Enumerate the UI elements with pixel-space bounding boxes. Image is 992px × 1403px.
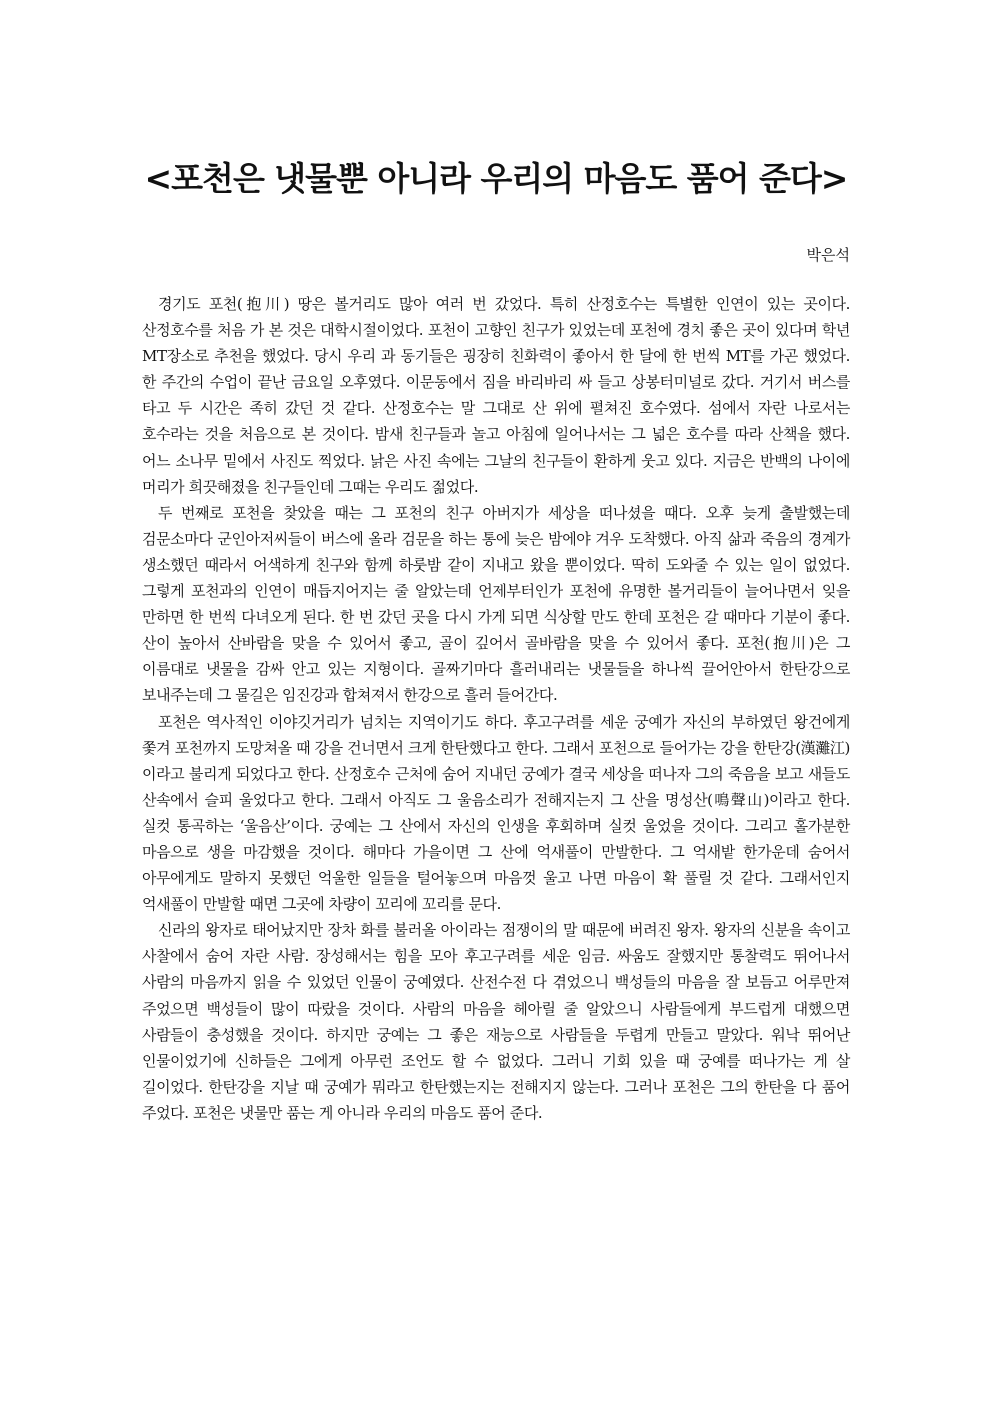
paragraph-4: 신라의 왕자로 태어났지만 장차 화를 불러올 아이라는 점쟁이의 말 때문에 버려진 왕자. 왕자의 신분을 속이고 사찰에서 숨어 자란 사람. 장성해서는 힘을 모아 후고구려를 세운 임금. 싸움도 잘했지만 통찰력도 뛰어나서 사람의 마음까지 읽을 수 있었던 인물이 궁예였다. 산전수전 다 겪었으니 백성들의 마음을 잘 보듬고 어루만져 주었으면 백성들이 많이 따랐을 것이다. 사람의 마음을 헤아릴 줄 알았으니 사람들에게 부드럽게 대했으면 사람들이 충성했을 것이다. 하지만 궁예는 그 좋은 재능으로 사람들을 두렵게 만들고 말았다. 워낙 뛰어난 인물이었기에 신하들은 그에게 아무런 조언도 할 수 없었다. 그러니 기회 있을 때 궁예를 떠나가는 게 살 길이었다. 한탄강을 지날 때 궁예가 뭐라고 한탄했는지는 전해지지 않는다. 그러나 포천은 그의 한탄을 다 품어 주었다. 포천은 냇물만 품는 게 아니라 우리의 마음도 품어 준다. [142,921,850,1122]
document-body [142,291,850,1126]
author-name: 박은석 [806,246,850,264]
paragraph-2: 두 번째로 포천을 찾았을 때는 그 포천의 친구 아버지가 세상을 떠나셨을 때다. 오후 늦게 출발했는데 검문소마다 군인아저씨들이 버스에 올라 검문을 하는 통에 늦은 밤에야 겨우 도착했다. 아직 삶과 죽음의 경계가 생소했던 때라서 어색하게 친구와 함께 하룻밤 같이 지내고 왔을 뿐이었다. 딱히 도와줄 수 있는 일이 없었다. 그렇게 포천과의 인연이 매듭지어지는 줄 알았는데 언제부터인가 포천에 유명한 볼거리들이 늘어나면서 잊을 만하면 한 번씩 다녀오게 된다. 한 번 갔던 곳을 다시 가게 되면 식상할 만도 한데 포천은 갈 때마다 기분이 좋다. 산이 높아서 산바람을 맞을 수 있어서 좋고, 골이 깊어서 골바람을 맞을 수 있어서 좋다. 포천(抱川)은 그 이름대로 냇물을 감싸 안고 있는 지형이다. 골짜기마다 흘러내리는 냇물들을 하나씩 끌어안아서 한탄강으로 보내주는데 그 물길은 임진강과 합쳐져서 한강으로 흘러 들어간다. [142,503,850,705]
document-title: <포천은 냇물뿐 아니라 우리의 마음도 품어 준다> [144,159,848,198]
paragraph-3: 포천은 역사적인 이야깃거리가 넘치는 지역이기도 하다. 후고구려를 세운 궁예가 자신의 부하였던 왕건에게 쫓겨 포천까지 도망쳐올 때 강을 건너면서 크게 한탄했다고 한다. 그래서 포천으로 들어가는 강을 한탄강(漢灘江)이라고 불리게 되었다고 한다. 산정호수 근처에 숨어 지내던 궁예가 결국 세상을 떠나자 그의 죽음을 보고 새들도 산속에서 슬피 울었다고 한다. 그래서 아직도 그 울음소리가 전해지는지 그 산을 명성산(鳴聲山)이라고 한다. 실컷 통곡하는 ‘울음산’이다. 궁예는 그 산에서 자신의 인생을 후회하며 실컷 울었을 것이다. 그리고 홀가분한 마음으로 생을 마감했을 것이다. 해마다 가을이면 그 산에 억새풀이 만발한다. 그 억새밭 한가운데 숨어서 아무에게도 말하지 못했던 억울한 일들을 털어놓으며 마음껏 울고 나면 마음이 확 풀릴 것 같다. 그래서인지 억새풀이 만발할 때면 그곳에 차량이 꼬리에 꼬리를 문다. [142,712,850,914]
paragraph-1: 경기도 포천(抱川) 땅은 볼거리도 많아 여러 번 갔었다. 특히 산정호수는 특별한 인연이 있는 곳이다. 산정호수를 처음 가 본 것은 대학시절이었다. 포천이 고향인 친구가 있었는데 포천에 경치 좋은 곳이 있다며 학년 MT장소로 추천을 했었다. 당시 우리 과 동기들은 굉장히 친화력이 좋아서 한 달에 한 번씩 MT를 가곤 했었다. 한 주간의 수업이 끝난 금요일 오후였다. 이문동에서 짐을 바리바리 싸 들고 상봉터미널로 갔다. 거기서 버스를 타고 두 시간은 족히 갔던 것 같다. 산정호수는 말 그대로 산 위에 펼쳐진 호수였다. 섬에서 자란 나로서는 호수라는 것을 처음으로 본 것이다. 밤새 친구들과 놀고 아침에 일어나서는 그 넓은 호수를 따라 산책을 했다. 어느 소나무 밑에서 사진도 찍었다. 낡은 사진 속에는 그날의 친구들이 환하게 웃고 있다. 지금은 반백의 나이에 머리가 희끗해졌을 친구들인데 그때는 우리도 젊었다. [142,295,850,496]
